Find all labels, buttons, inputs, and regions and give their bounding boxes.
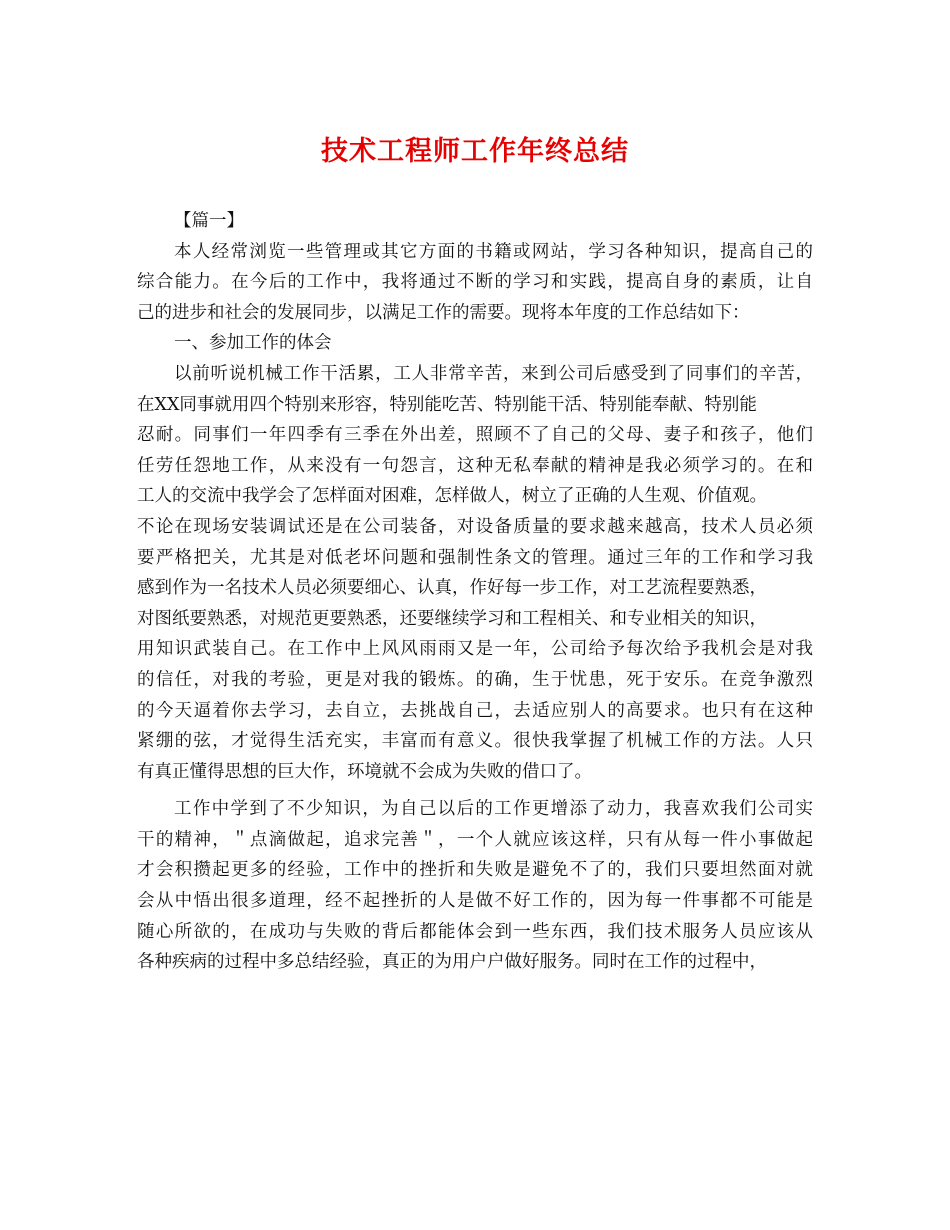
paragraph-line: 干的精神，＂点滴做起，追求完善＂，一个人就应该这样，只有从每一件小事做起: [137, 829, 813, 850]
paragraph-line: 的今天逼着你去学习，去自立，去挑战自己，去适应别人的高要求。也只有在这种: [137, 700, 813, 721]
paragraph-line: 不论在现场安装调试还是在公司装备，对设备质量的要求越来越高，技术人员必须: [137, 516, 813, 537]
paragraph-line: 有真正懂得思想的巨大作，环境就不会成为失败的借口了。: [137, 761, 592, 782]
paragraph-line: 紧绷的弦，才觉得生活充实，丰富而有意义。很快我掌握了机械工作的方法。人只: [137, 731, 813, 752]
paragraph-line: 本人经常浏览一些管理或其它方面的书籍或网站，学习各种知识，提高自己的: [174, 241, 813, 262]
paragraph-line: 要严格把关，尤其是对低老坏问题和强制性条文的管理。通过三年的工作和学习我: [137, 547, 813, 568]
paragraph-line: 任劳任怨地工作，从来没有一句怨言，这种无私奉献的精神是我必须学习的。在和: [137, 455, 813, 476]
paragraph-line: 用知识武装自己。在工作中上风风雨雨又是一年，公司给予每次给予我机会是对我: [137, 639, 813, 660]
document-title: 技术工程师工作年终总结: [321, 136, 629, 167]
paragraph-line: 感到作为一名技术人员必须要细心、认真，作好每一步工作，对工艺流程要熟悉，: [137, 578, 767, 599]
paragraph-line: 综合能力。在今后的工作中，我将通过不断的学习和实践，提高自身的素质，让自: [137, 272, 813, 293]
paragraph-line: 对图纸要熟悉，对规范更要熟悉，还要继续学习和工程相关、和专业相关的知识，: [137, 608, 767, 629]
paragraph-line: 以前听说机械工作干活累，工人非常辛苦，来到公司后感受到了同事们的辛苦，: [174, 363, 813, 384]
paragraph-line: 才会积攒起更多的经验，工作中的挫折和失败是避免不了的，我们只要坦然面对就: [137, 860, 813, 881]
paragraph-line: 工作中学到了不少知识，为自己以后的工作更增添了动力，我喜欢我们公司实: [174, 799, 813, 820]
paragraph-line: 随心所欲的，在成功与失败的背后都能体会到一些东西，我们技术服务人员应该从: [137, 921, 813, 942]
paragraph-line: 忍耐。同事们一年四季有三季在外出差，照顾不了自己的父母、妻子和孩子，他们: [137, 425, 813, 446]
subsection-heading: 一、参加工作的体会: [174, 333, 332, 354]
paragraph-line: 各种疾病的过程中多总结经验，真正的为用户户做好服务。同时在工作的过程中，: [137, 952, 767, 973]
paragraph-line: 己的进步和社会的发展同步，以满足工作的需要。现将本年度的工作总结如下：: [137, 302, 750, 323]
paragraph-line: 会从中悟出很多道理，经不起挫折的人是做不好工作的，因为每一件事都不可能是: [137, 891, 813, 912]
paragraph-line: 在XX同事就用四个特别来形容，特别能吃苦、特别能干活、特别能奉献、特别能: [137, 394, 757, 415]
paragraph-line: 的信任，对我的考验，更是对我的锻炼。的确，生于忧患，死于安乐。在竞争激烈: [137, 669, 813, 690]
document-body: [137, 206, 813, 978]
paragraph-line: 工人的交流中我学会了怎样面对困难，怎样做人，树立了正确的人生观、价值观。: [137, 486, 767, 507]
section-heading: 【篇一】: [174, 211, 244, 231]
